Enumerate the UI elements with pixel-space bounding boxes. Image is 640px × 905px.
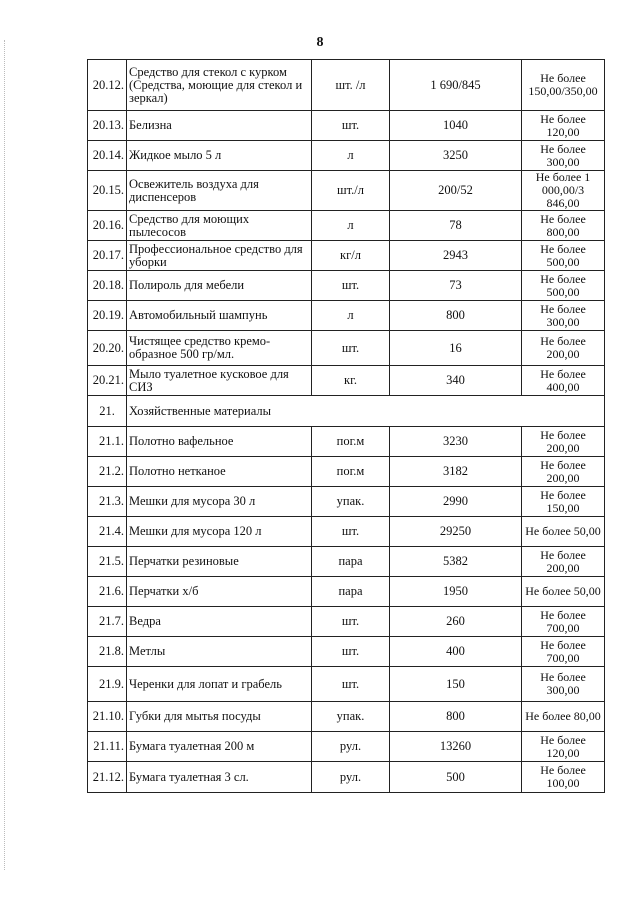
- item-name: Средство для стекол с курком (Средства, моющие для стекол и зеркал): [127, 60, 312, 111]
- item-unit: шт.: [312, 667, 390, 702]
- item-unit: кг/л: [312, 241, 390, 271]
- item-name: Мешки для мусора 30 л: [127, 487, 312, 517]
- table-row: [88, 60, 605, 111]
- table-row: [88, 141, 605, 171]
- item-number: 21.6.: [88, 577, 127, 607]
- item-name: Перчатки х/б: [127, 577, 312, 607]
- item-unit: упак.: [312, 702, 390, 732]
- item-unit: л: [312, 301, 390, 331]
- item-max-price: Не более 150,00/350,00: [522, 60, 605, 111]
- item-quantity: 340: [390, 366, 522, 396]
- item-number: 21.1.: [88, 427, 127, 457]
- item-name: Белизна: [127, 111, 312, 141]
- item-unit: пог.м: [312, 427, 390, 457]
- item-unit: шт. /л: [312, 60, 390, 111]
- item-max-price: Не более 200,00: [522, 457, 605, 487]
- item-name: Чистящее средство кремо-образное 500 гр/мл.: [127, 331, 312, 366]
- item-quantity: 73: [390, 271, 522, 301]
- table-row: [88, 111, 605, 141]
- item-name: Профессиональное средство для уборки: [127, 241, 312, 271]
- item-name: Метлы: [127, 637, 312, 667]
- table-row: [88, 331, 605, 366]
- item-max-price: Не более 1 000,00/3 846,00: [522, 171, 605, 211]
- item-unit: шт.: [312, 607, 390, 637]
- item-quantity: 1 690/845: [390, 60, 522, 111]
- table-row: [88, 366, 605, 396]
- item-name: Жидкое мыло 5 л: [127, 141, 312, 171]
- item-number: 20.15.: [88, 171, 127, 211]
- item-name: Автомобильный шампунь: [127, 301, 312, 331]
- item-max-price: Не более 200,00: [522, 427, 605, 457]
- item-unit: л: [312, 141, 390, 171]
- item-number: 20.21.: [88, 366, 127, 396]
- item-max-price: Не более 50,00: [522, 577, 605, 607]
- item-quantity: 2990: [390, 487, 522, 517]
- item-max-price: Не более 700,00: [522, 637, 605, 667]
- item-quantity: 3182: [390, 457, 522, 487]
- item-max-price: Не более 120,00: [522, 732, 605, 762]
- table-row: [88, 577, 605, 607]
- item-unit: шт.: [312, 271, 390, 301]
- table-row: [88, 171, 605, 211]
- item-name: Губки для мытья посуды: [127, 702, 312, 732]
- item-name: Бумага туалетная 3 сл.: [127, 762, 312, 793]
- item-number: 20.18.: [88, 271, 127, 301]
- item-name: Освежитель воздуха для диспенсеров: [127, 171, 312, 211]
- table-row: [88, 667, 605, 702]
- section-row: [88, 396, 605, 427]
- table-row: [88, 301, 605, 331]
- item-number: 21.5.: [88, 547, 127, 577]
- item-max-price: Не более 200,00: [522, 547, 605, 577]
- item-quantity: 500: [390, 762, 522, 793]
- item-quantity: 1040: [390, 111, 522, 141]
- item-name: Средство для моющих пылесосов: [127, 211, 312, 241]
- table-row: [88, 762, 605, 793]
- item-unit: пара: [312, 547, 390, 577]
- page-number: 8: [316, 35, 324, 50]
- item-quantity: 260: [390, 607, 522, 637]
- item-number: 20.13.: [88, 111, 127, 141]
- table-row: [88, 211, 605, 241]
- item-name: Черенки для лопат и грабель: [127, 667, 312, 702]
- item-quantity: 2943: [390, 241, 522, 271]
- item-quantity: 400: [390, 637, 522, 667]
- item-max-price: Не более 120,00: [522, 111, 605, 141]
- section-number: 21.: [88, 396, 127, 427]
- item-unit: пара: [312, 577, 390, 607]
- item-name: Ведра: [127, 607, 312, 637]
- item-unit: л: [312, 211, 390, 241]
- item-max-price: Не более 700,00: [522, 607, 605, 637]
- item-name: Полироль для мебели: [127, 271, 312, 301]
- item-number: 21.2.: [88, 457, 127, 487]
- item-max-price: Не более 400,00: [522, 366, 605, 396]
- item-number: 20.14.: [88, 141, 127, 171]
- item-max-price: Не более 100,00: [522, 762, 605, 793]
- table-row: [88, 732, 605, 762]
- table-row: [88, 271, 605, 301]
- item-quantity: 200/52: [390, 171, 522, 211]
- table-row: [88, 637, 605, 667]
- item-quantity: 150: [390, 667, 522, 702]
- item-quantity: 78: [390, 211, 522, 241]
- item-number: 21.7.: [88, 607, 127, 637]
- item-max-price: Не более 300,00: [522, 141, 605, 171]
- item-number: 20.16.: [88, 211, 127, 241]
- item-max-price: Не более 80,00: [522, 702, 605, 732]
- table-row: [88, 517, 605, 547]
- item-number: 21.11.: [88, 732, 127, 762]
- item-max-price: Не более 800,00: [522, 211, 605, 241]
- item-max-price: Не более 500,00: [522, 271, 605, 301]
- item-max-price: Не более 300,00: [522, 301, 605, 331]
- item-quantity: 1950: [390, 577, 522, 607]
- item-number: 20.19.: [88, 301, 127, 331]
- item-number: 21.10.: [88, 702, 127, 732]
- item-quantity: 5382: [390, 547, 522, 577]
- item-quantity: 800: [390, 702, 522, 732]
- item-unit: шт.: [312, 111, 390, 141]
- section-title: Хозяйственные материалы: [127, 396, 605, 427]
- item-quantity: 3230: [390, 427, 522, 457]
- item-unit: пог.м: [312, 457, 390, 487]
- item-number: 21.12.: [88, 762, 127, 793]
- item-number: 20.20.: [88, 331, 127, 366]
- item-name: Полотно вафельное: [127, 427, 312, 457]
- item-unit: упак.: [312, 487, 390, 517]
- item-quantity: 16: [390, 331, 522, 366]
- item-number: 21.3.: [88, 487, 127, 517]
- table-row: [88, 457, 605, 487]
- table-row: [88, 427, 605, 457]
- item-unit: шт.: [312, 331, 390, 366]
- item-unit: шт./л: [312, 171, 390, 211]
- item-number: 21.9.: [88, 667, 127, 702]
- item-max-price: Не более 500,00: [522, 241, 605, 271]
- table-row: [88, 487, 605, 517]
- price-table: [87, 59, 605, 793]
- item-number: 21.4.: [88, 517, 127, 547]
- item-quantity: 3250: [390, 141, 522, 171]
- item-name: Бумага туалетная 200 м: [127, 732, 312, 762]
- item-name: Полотно нетканое: [127, 457, 312, 487]
- table-row: [88, 702, 605, 732]
- item-max-price: Не более 50,00: [522, 517, 605, 547]
- item-quantity: 13260: [390, 732, 522, 762]
- table-row: [88, 241, 605, 271]
- item-number: 21.8.: [88, 637, 127, 667]
- item-name: Перчатки резиновые: [127, 547, 312, 577]
- item-quantity: 29250: [390, 517, 522, 547]
- scan-margin-marks: [4, 40, 9, 870]
- item-max-price: Не более 300,00: [522, 667, 605, 702]
- item-name: Мешки для мусора 120 л: [127, 517, 312, 547]
- table-body: [88, 60, 605, 793]
- table-row: [88, 607, 605, 637]
- item-unit: рул.: [312, 732, 390, 762]
- item-max-price: Не более 200,00: [522, 331, 605, 366]
- item-quantity: 800: [390, 301, 522, 331]
- item-unit: рул.: [312, 762, 390, 793]
- item-unit: шт.: [312, 517, 390, 547]
- item-unit: шт.: [312, 637, 390, 667]
- item-number: 20.12.: [88, 60, 127, 111]
- table-row: [88, 547, 605, 577]
- item-unit: кг.: [312, 366, 390, 396]
- item-max-price: Не более 150,00: [522, 487, 605, 517]
- item-name: Мыло туалетное кусковое для СИЗ: [127, 366, 312, 396]
- item-number: 20.17.: [88, 241, 127, 271]
